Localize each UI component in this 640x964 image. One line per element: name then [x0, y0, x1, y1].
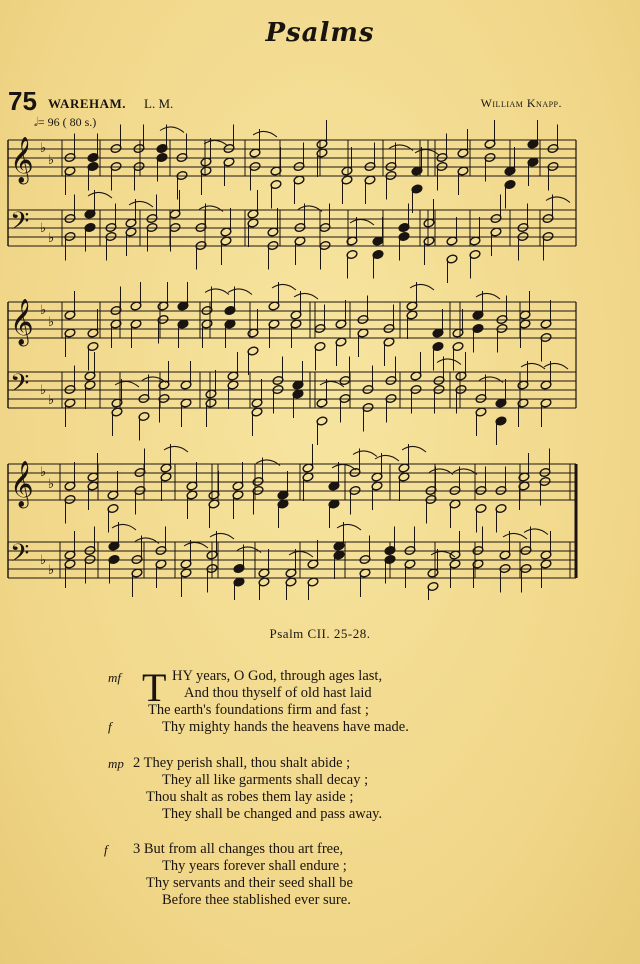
- flat-icon: ♭: [48, 153, 55, 168]
- slur: [521, 363, 545, 369]
- verse-line: And thou thyself of old hast laid: [184, 685, 372, 701]
- bass-clef-icon: 𝄢: [10, 207, 30, 242]
- bass-clef-icon: 𝄢: [10, 369, 30, 404]
- slur: [237, 547, 261, 553]
- flat-icon: ♭: [48, 231, 55, 246]
- dynamic-mark: mp: [108, 756, 124, 771]
- verse-line: 2 They perish shall, thou shalt abide ;: [133, 755, 351, 771]
- slur: [294, 293, 318, 299]
- slur: [375, 455, 399, 461]
- dynamic-mark: f: [108, 719, 112, 734]
- slur: [453, 469, 477, 475]
- dynamic-mark: f: [104, 842, 108, 857]
- slur: [88, 192, 112, 198]
- verse-line: HY years, O God, through ages last,: [172, 668, 383, 684]
- flat-icon: ♭: [40, 553, 47, 568]
- verse-line: Thy servants and their seed shall be: [146, 875, 353, 891]
- slur: [253, 131, 277, 137]
- slur: [337, 524, 361, 530]
- flat-icon: ♭: [48, 393, 55, 408]
- slur: [389, 145, 413, 151]
- psalm-title: Psalm CII. 25-28.: [269, 626, 371, 641]
- verse-line: They all like garments shall decay ;: [162, 772, 369, 788]
- slur: [410, 284, 434, 290]
- verse-line: They shall be changed and pass away.: [162, 806, 383, 822]
- verse-line: The earth's foundations firm and fast ;: [148, 702, 369, 718]
- slur: [437, 359, 461, 365]
- slur: [205, 289, 229, 295]
- slur: [115, 381, 139, 387]
- tune-name: WAREHAM.: [48, 96, 127, 111]
- flat-icon: ♭: [40, 465, 47, 480]
- treble-clef-icon: 𝄞: [10, 137, 34, 183]
- flat-icon: ♭: [48, 315, 55, 330]
- slur: [199, 206, 223, 212]
- slur: [164, 446, 188, 452]
- slur: [544, 363, 568, 369]
- slur: [184, 542, 208, 548]
- slur: [129, 201, 153, 207]
- slur: [298, 206, 322, 212]
- flat-icon: ♭: [40, 383, 47, 398]
- slur: [272, 284, 296, 290]
- slur: [476, 293, 500, 299]
- slur: [289, 551, 313, 557]
- slur: [256, 460, 280, 466]
- half-note-icon: 𝅗𝅥: [34, 115, 38, 129]
- tempo-text: = 96 ( 80 s.): [37, 115, 97, 129]
- treble-clef-icon: 𝄞: [10, 461, 34, 507]
- flat-icon: ♭: [40, 141, 47, 156]
- slur: [402, 446, 426, 452]
- slur: [429, 469, 453, 475]
- slur: [524, 529, 548, 535]
- verse-line: Thy mighty hands the heavens have made.: [162, 719, 409, 735]
- verse-line: Thy years forever shall endure ;: [162, 858, 347, 874]
- slur: [350, 219, 374, 225]
- flat-icon: ♭: [48, 477, 55, 492]
- page-heading: Psalms: [265, 18, 375, 48]
- slur: [210, 533, 234, 539]
- meter: L. M.: [144, 96, 174, 111]
- drop-cap: T: [142, 665, 167, 710]
- flat-icon: ♭: [40, 221, 47, 236]
- slur: [479, 377, 503, 383]
- slur: [135, 538, 159, 544]
- treble-clef-icon: 𝄞: [10, 299, 34, 345]
- verse-line: Thou shalt as robes them lay aside ;: [146, 789, 354, 805]
- flat-icon: ♭: [40, 303, 47, 318]
- slur: [204, 140, 228, 146]
- bass-clef-icon: 𝄢: [10, 539, 30, 574]
- dynamic-mark: mf: [108, 670, 121, 685]
- composer: William Knapp.: [480, 96, 562, 110]
- slur: [160, 127, 184, 133]
- verse-line: 3 But from all changes thou art free,: [133, 841, 344, 857]
- hymn-number: 75: [8, 86, 37, 116]
- slur: [353, 451, 377, 457]
- slur: [112, 524, 136, 530]
- flat-icon: ♭: [48, 563, 55, 578]
- slur: [503, 533, 527, 539]
- slur: [228, 289, 252, 295]
- verse-line: Before thee stablished ever sure.: [162, 892, 351, 908]
- slur: [546, 197, 570, 203]
